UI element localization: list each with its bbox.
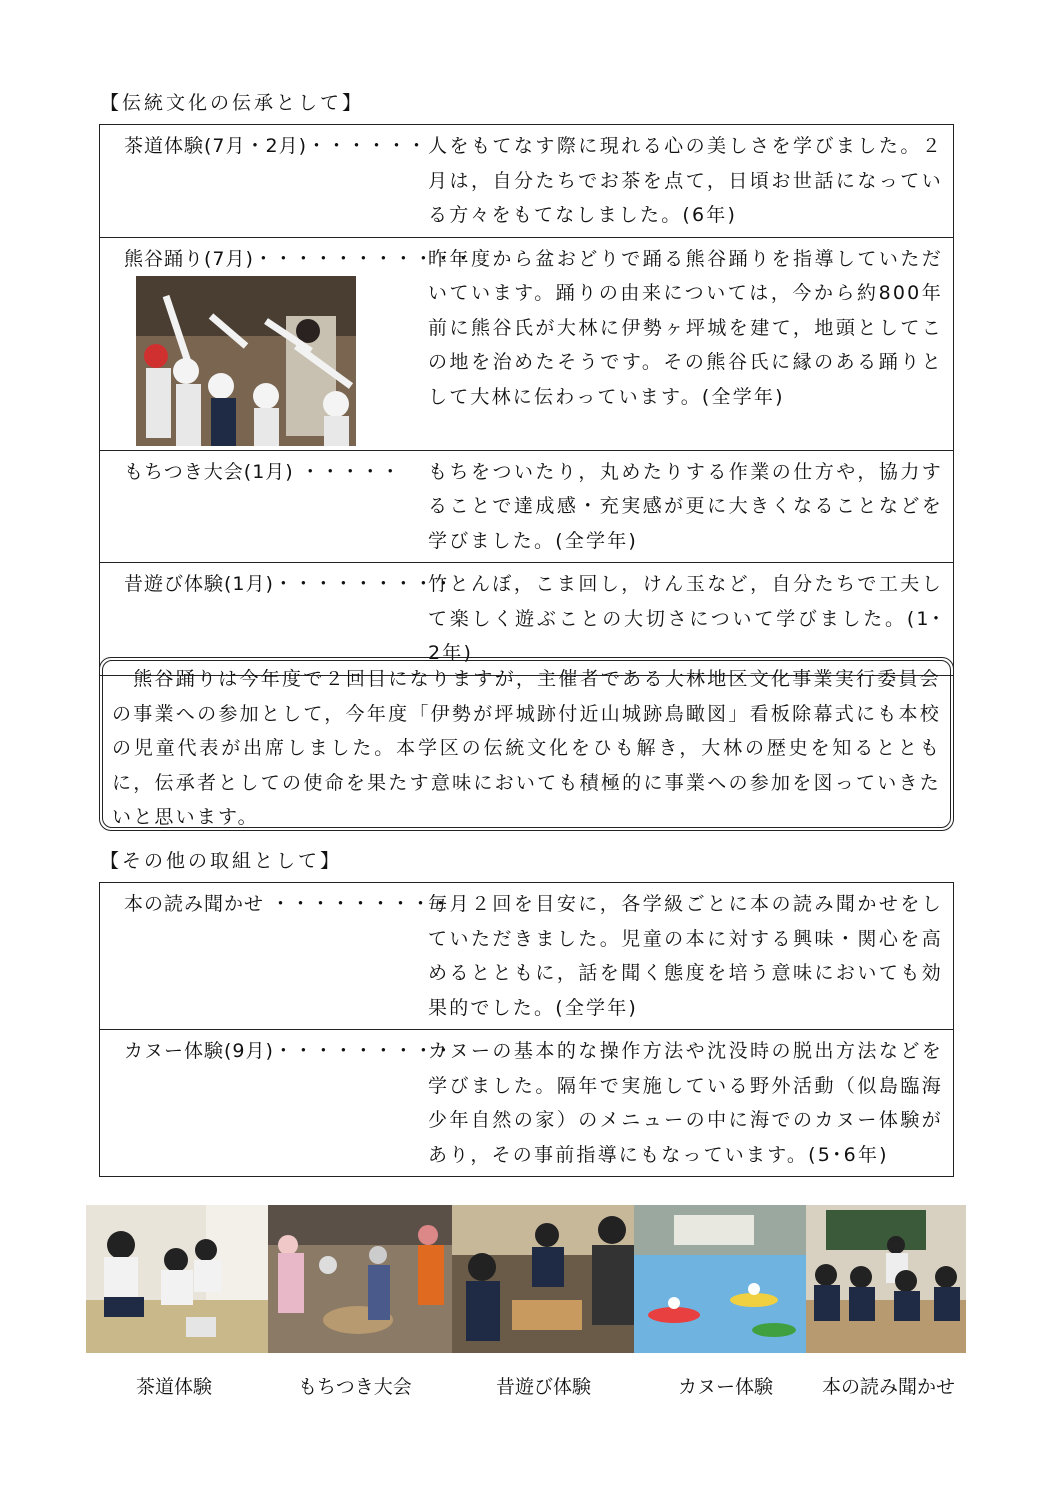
activity-label: もちつき大会(1月) ・・・・・ — [124, 460, 401, 483]
table-row — [100, 450, 954, 563]
table-row — [100, 883, 954, 1030]
table-row — [100, 1030, 954, 1177]
table-row — [100, 237, 954, 450]
activity-description: カヌーの基本的な操作方法や沈没時の脱出方法などを学びました。隔年で実施している野外活動（似島臨海少年自然の家）のメニューの中に海でのカヌー体験があり，その事前指導にもなっています。(5･6年) — [428, 1040, 943, 1166]
reading-photo — [806, 1205, 966, 1353]
activity-description: 昨年度から盆おどりで踊る熊谷踊りを指導していただいています。踊りの由来については，今から約800年前に熊谷氏が大林に伊勢ヶ坪城を建て，地頭としてこの地を治めたそうです。その熊谷氏に縁のある踊りとして大林に伝わっています。(全学年) — [428, 247, 943, 408]
activity-description: 人をもてなす際に現れる心の美しさを学びました。２月は，自分たちでお茶を点て，日頃お世話になっている方々をもてなしました。(6年) — [428, 135, 943, 226]
activity-label: カヌー体験(9月)・・・・・・・・・ — [124, 1040, 454, 1062]
photo-captions — [86, 1372, 966, 1402]
section-heading-other: 【その他の取組として】 — [100, 850, 343, 872]
dance-photo — [136, 276, 356, 446]
section-heading-traditional: 【伝統文化の伝承として】 — [100, 92, 365, 114]
table-row — [100, 125, 954, 238]
photo-strip — [86, 1205, 966, 1353]
caption-mochi: もちつき大会 — [298, 1376, 412, 1398]
caption-canoe: カヌー体験 — [678, 1376, 774, 1398]
activity-label: 昔遊び体験(1月)・・・・・・・・・ — [124, 573, 454, 595]
canoe-photo — [634, 1205, 806, 1353]
traditional-activities-table — [99, 124, 954, 676]
caption-tea: 茶道体験 — [136, 1376, 213, 1398]
old-games-photo — [452, 1205, 634, 1353]
note-box: 熊谷踊りは今年度で２回目になりますが，主催者である大林地区文化事業実行委員会の事業への参加として，今年度「伊勢が坪城跡付近山城跡鳥瞰図」看板除幕式にも本校の児童代表が出席しました。本学区の伝統文化をひも解き，大林の歴史を知るとともに，伝承者としての使命を果たす意味においても積極的に事業への参加を図っていきたいと思います。 — [99, 657, 954, 831]
activity-description: 毎月２回を目安に，各学級ごとに本の読み聞かせをしていただきました。児童の本に対する興味・関心を高めるとともに，話を聞く態度を培う意味においても効果的でした。(全学年) — [428, 893, 943, 1019]
activity-description: 竹とんぼ，こま回し，けん玉など，自分たちで工夫して楽しく遊ぶことの大切さについて学びました。(1･2年) — [428, 573, 943, 664]
activity-label: 熊谷踊り(7月)・・・・・・・・・・・ — [124, 247, 474, 270]
caption-reading: 本の読み聞かせ — [822, 1376, 956, 1398]
other-activities-table — [99, 882, 954, 1177]
caption-games: 昔遊び体験 — [496, 1376, 592, 1398]
tea-ceremony-photo — [86, 1205, 268, 1353]
activity-label: 茶道体験(7月・2月)・・・・・・ — [124, 135, 428, 157]
activity-label: 本の読み聞かせ ・・・・・・・・・ — [124, 893, 452, 915]
mochi-photo — [268, 1205, 452, 1353]
activity-description: もちをついたり，丸めたりする作業の仕方や，協力することで達成感・充実感が更に大きくなることなどを学びました。(全学年) — [428, 460, 943, 552]
